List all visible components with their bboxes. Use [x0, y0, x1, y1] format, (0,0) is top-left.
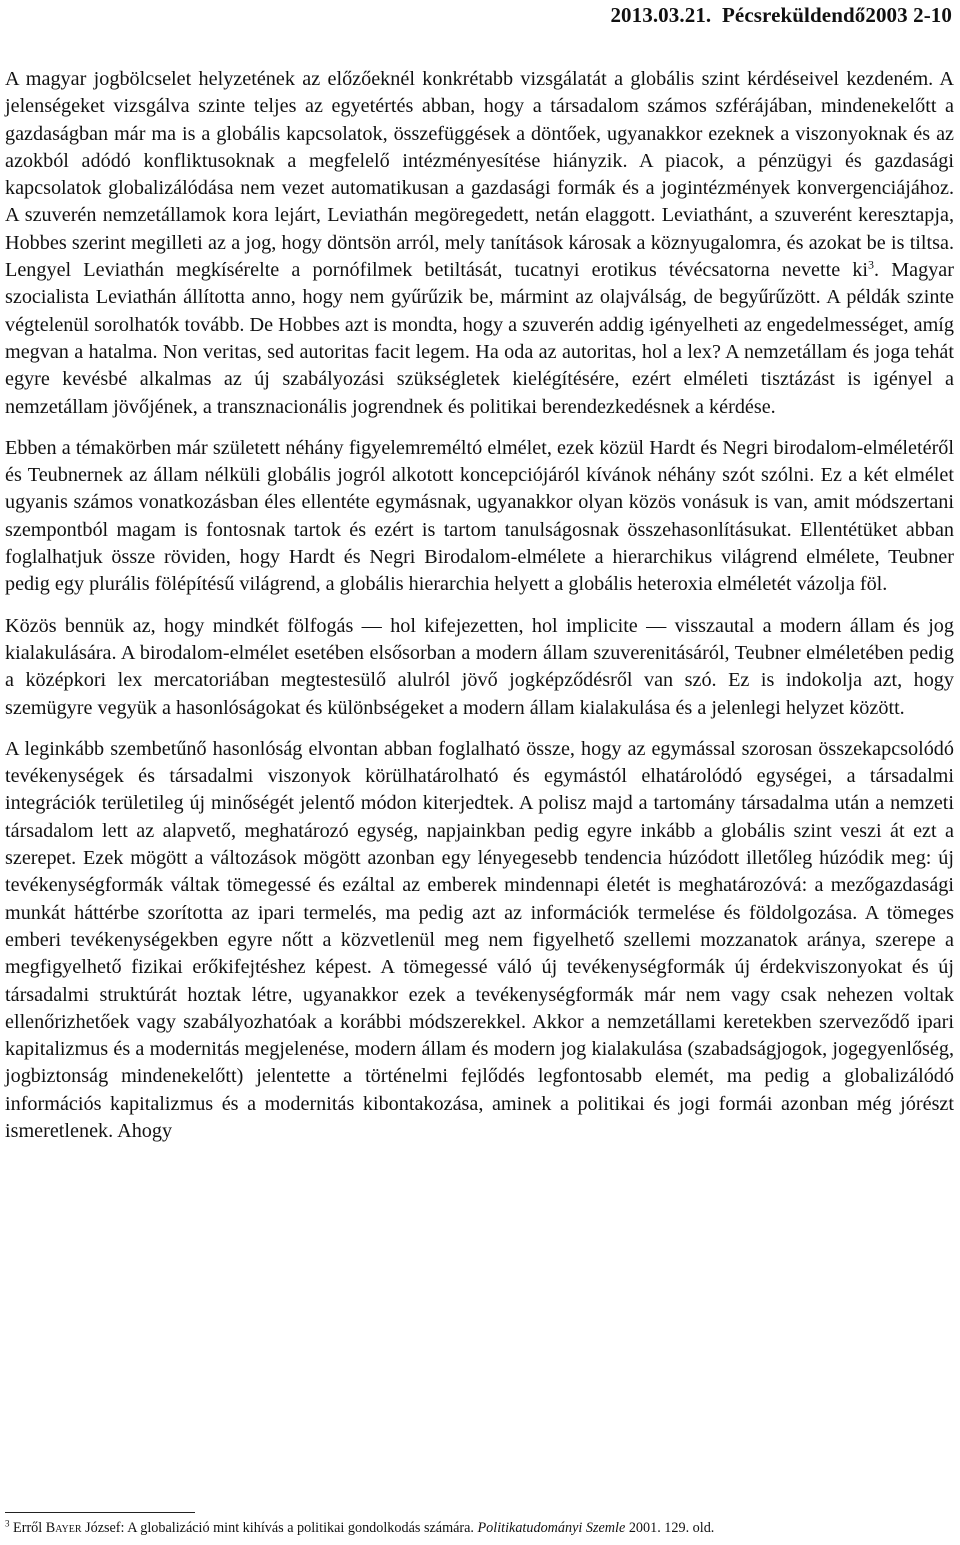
footnote-pre: Erről [13, 1520, 46, 1536]
footnote-post: 2001. 129. old. [625, 1520, 715, 1536]
paragraph-1-part-2: . Magyar szocialista Leviathán állította anno, hogy nem gyűrűzik be, mármint az olajválság, de begyűrűzött. A példák szinte végtelenül sorolhatók tovább. De Hobbes azt is mondta, hogy a szuverén addig igényelheti az engedelmességet, amíg megvan a hatalma. Non veritas, sed autoritas facit legem. Ha oda az autoritas, hol a lex? A nemzetállam és joga tehát egyre kevésbé alkalmas az új szabályozási szükségletek kielégítésére, ezért elméleti tisztázást is igényel a nemzetállam jövőjének, a transznacionális jogrendnek és politikai berendezkedésnek a kérdése. [5, 259, 954, 418]
footnote-author: Bayer [45, 1520, 82, 1536]
page-header [610, 3, 952, 28]
header-title: Pécsreküldendő2003 2-10 [722, 3, 952, 27]
paragraph-1-part-1: A magyar jogbölcselet helyzetének az előzőeknél konkrétabb vizsgálatát a globális szint kérdéseivel kezdeném. A jelenségeket vizsgálva szinte teljes az egyetértés abban, hogy a társadalom számos szférájában, mindenekelőtt a gazdaságban már ma is a globális kapcsolatok, összefüggések a döntőek, ugyanakkor ezeknek a viszonyoknak és az azokból adódó konfliktusoknak a megfelelő intézményesítése hiányzik. A piacok, a pénzügyi és gazdasági kapcsolatok globalizálódása nem vezet automatikusan a gazdasági formák és a jogintézmények konvergenciájához. A szuverén nemzetállamok kora lejárt, Leviathán megöregedett, netán elaggott. Leviathánt, a szuverént keresztapja, Hobbes szerint megilleti az a jog, hogy döntsön arról, mely tanítások károsak a köznyugalomra, és azokat be is tiltsa. Lengyel Leviathán megkísérelte a pornófilmek betiltását, tucatnyi erotikus tévécsatorna nevette ki [5, 68, 954, 282]
footnote-divider [5, 1512, 195, 1513]
header-date: 2013.03.21. [610, 3, 712, 27]
paragraph-2: Ebben a témakörben már született néhány figyelemreméltó elmélet, ezek közül Hardt és Negri birodalom-elméletéről és Teubnernek az állam nélküli globális jogról alkotott koncepciójáról kívánok néhány szót szólni. Ez a két elmélet ugyanis számos vonatkozásban éles ellentéte egymásnak, ugyanakkor olyan közös vonásuk is van, amit módszertani szempontból magam is fontosnak tartok és ezért is tartom tanulságosnak összehasonlításukat. Ellentétüket abban foglalhatjuk össze röviden, hogy Hardt és Negri Birodalom-elmélete a hierarchikus világrend elmélete, Teubner pedig egy plurális fölépítésű világrend, a globális hierarchia helyett a globális heteroxia elméletét vázolja föl. [5, 436, 954, 596]
footnote [5, 1519, 954, 1537]
footnote-ref[interactable]: 3 [868, 257, 875, 272]
document-body [5, 66, 954, 1159]
footnote-mid: József: A globalizáció mint kihívás a politikai gondolkodás számára. [81, 1520, 478, 1536]
footnote-journal: Politikatudományi Szemle [477, 1520, 626, 1536]
footnote-number: 3 [5, 1518, 10, 1529]
paragraph-4: A leginkább szembetűnő hasonlóság elvontan abban foglalható össze, hogy az egymással szorosan összekapcsolódó tevékenységek és társadalmi viszonyok körülhatárolható és egymástól elhatárolódó egységei, a társadalmi integrációk területileg új minőségét jelentő módon kiterjedtek. A polisz majd a tartomány társadalma után a nemzeti társadalom lett az alapvető, meghatározó egység, napjainkban pedig egyre inkább a globális szint veszi át ezt a szerepet. Ezek mögött a változások mögött azonban egy lényegesebb tendencia húzódott illetőleg húzódik meg: új tevékenységformák váltak tömegessé és ezáltal az emberek mindennapi életét is meghatározóvá: a mezőgazdasági munkát háttérbe szorította az ipari termelés, ma pedig azt az információk termelése és földolgozása. A tömeges emberi tevékenységekben egyre nőtt a közvetlenül meg nem figyelhető szellemi mozzanatok aránya, szerepe a megfigyelhető fizikai erőkifejtéshez képest. A tömegessé váló új tevékenységformák új érdekviszonyokat és új társadalmi struktúrát hoztak létre, ugyanakkor ezek a tevékenységformák már nem vagy csak nehezen voltak ellenőrizhetőek vagy szabályozhatóak a korábbi módszerekkel. Akkor a nemzetállami keretekben szerveződő ipari kapitalizmus és a modernitás megjelenése, modern állam és modern jog kialakulása (szabadságjogok, jogegyenlőség, jogbiztonság mindenekelőtt) jelentette a történelmi fejlődés legfontosabb elemét, ma pedig a globalizálódó információs kapitalizmus és a modernitás kibontakozása, aminek a politikai és jogi formái azonban még jórészt ismeretlenek. Ahogy [5, 737, 954, 1142]
paragraph-1 [5, 66, 954, 421]
paragraph-3: Közös bennük az, hogy mindkét fölfogás — hol kifejezetten, hol implicite — visszautal a modern állam és jog kialakulására. A birodalom-elmélet esetében elsősorban a modern állam szuverenitásáról, Teubner elméletében pedig a középkori lex mercatoriában megtestesülő alulról jövő jogképződésről van szó. Ez is indokolja azt, hogy szemügyre vegyük a hasonlóságokat és különbségeket a modern állam kialakulása és a jelenlegi helyzet között. [5, 614, 954, 719]
